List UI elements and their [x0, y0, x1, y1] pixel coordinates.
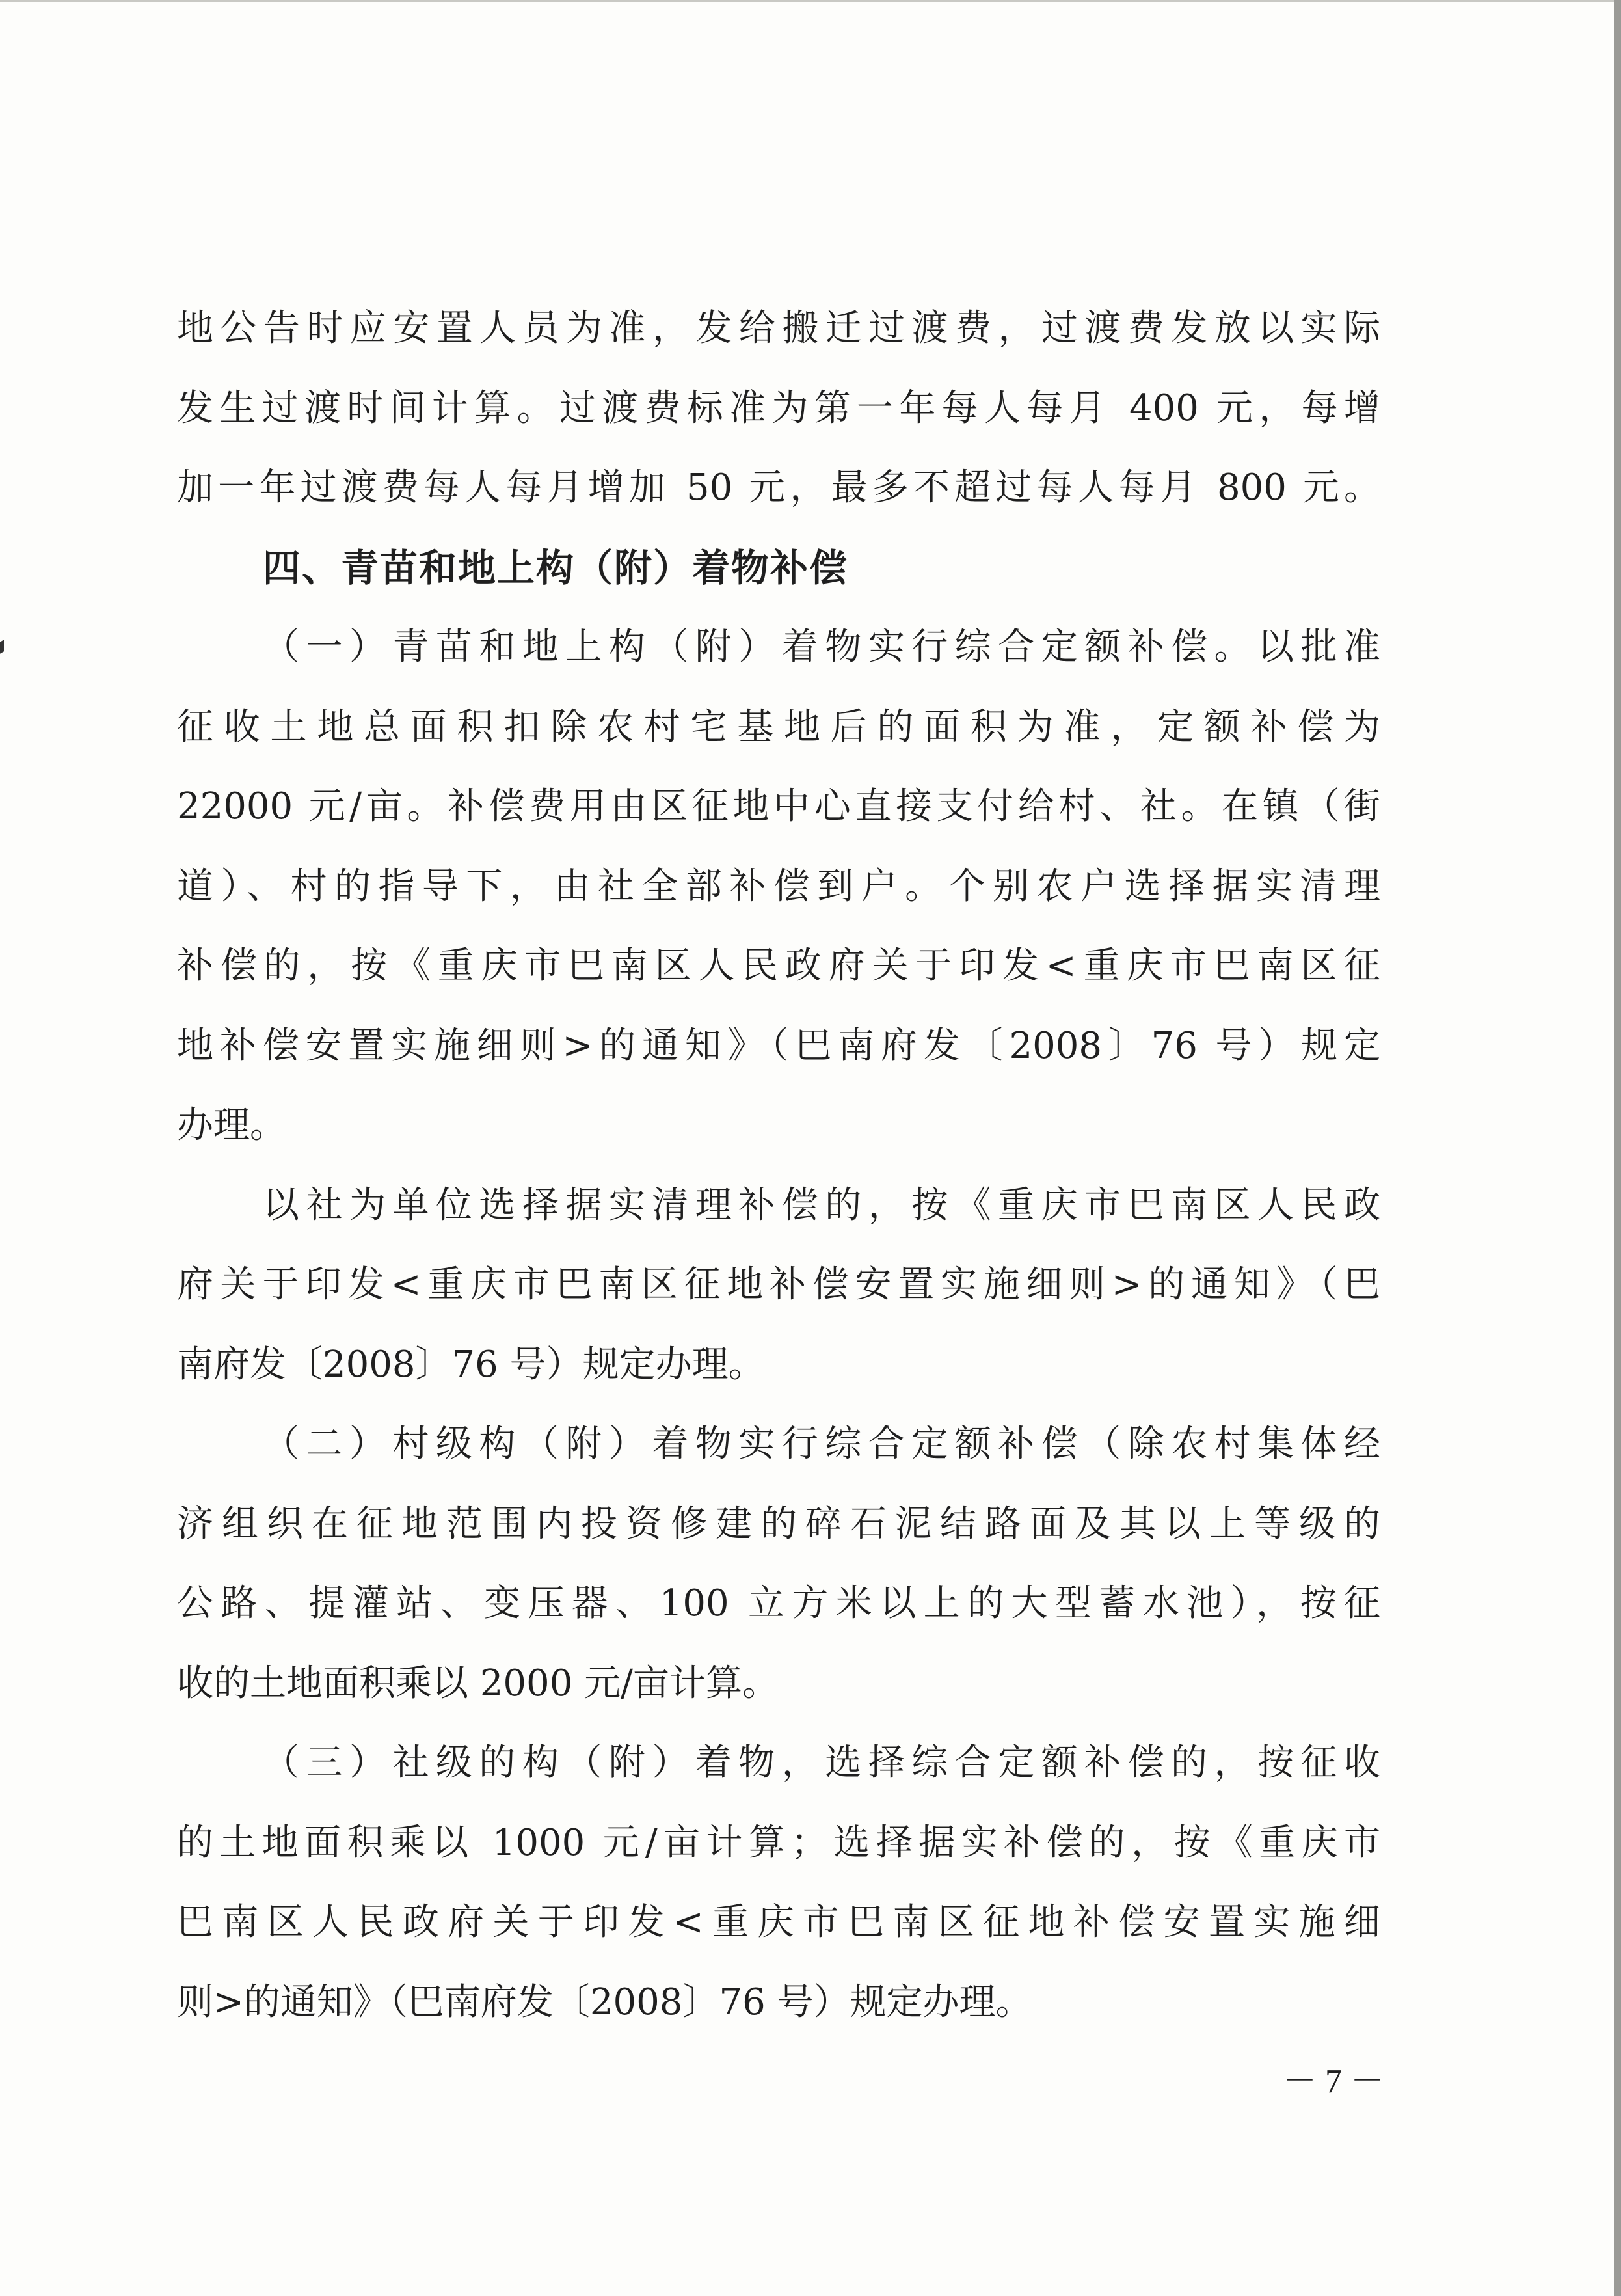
- body-line-15: （二）村级构（附）着物实行综合定额补偿（除农村集体经: [263, 1423, 1380, 1465]
- body-line-3: 加一年过渡费每人每月增加 50 元，最多不超过每人每月 800 元。: [177, 466, 1380, 509]
- body-line-18: 收的土地面积乘以 2000 元/亩计算。: [177, 1662, 779, 1705]
- body-line-5: （一）青苗和地上构（附）着物实行综合定额补偿。以批准: [263, 626, 1380, 668]
- body-line-13: 府关于印发<重庆市巴南区征地补偿安置实施细则>的通知》（巴: [177, 1263, 1380, 1306]
- body-line-17: 公路、提灌站、变压器、100 立方米以上的大型蓄水池），按征: [177, 1582, 1380, 1625]
- scan-mark: [0, 640, 4, 653]
- body-line-1: 地公告时应安置人员为准，发给搬迁过渡费，过渡费发放以实际: [177, 307, 1380, 349]
- section-heading: 四、青苗和地上构（附）着物补偿: [263, 546, 849, 590]
- body-line-10: 地补偿安置实施细则>的通知》（巴南府发〔2008〕76 号）规定: [177, 1025, 1380, 1067]
- body-line-19: （三）社级的构（附）着物，选择综合定额补偿的，按征收: [263, 1742, 1380, 1784]
- body-line-6: 征收土地总面积扣除农村宅基地后的面积为准，定额补偿为: [177, 706, 1380, 748]
- body-line-14: 南府发〔2008〕76 号）规定办理。: [177, 1344, 765, 1386]
- body-line-11: 办理。: [177, 1104, 286, 1146]
- body-line-16: 济组织在征地范围内投资修建的碎石泥结路面及其以上等级的: [177, 1503, 1380, 1545]
- body-line-22: 则>的通知》（巴南府发〔2008〕76 号）规定办理。: [177, 1981, 1032, 2023]
- page-number: － 7 －: [1282, 2063, 1384, 2100]
- body-line-9: 补偿的，按《重庆市巴南区人民政府关于印发<重庆市巴南区征: [177, 945, 1380, 987]
- body-line-21: 巴南区人民政府关于印发<重庆市巴南区征地补偿安置实施细: [177, 1901, 1380, 1943]
- body-line-20: 的土地面积乘以 1000 元/亩计算；选择据实补偿的，按《重庆市: [177, 1822, 1380, 1864]
- body-line-2: 发生过渡时间计算。过渡费标准为第一年每人每月 400 元，每增: [177, 387, 1380, 429]
- body-line-8: 道）、村的指导下，由社全部补偿到户。个别农户选择据实清理: [177, 865, 1380, 908]
- body-line-12: 以社为单位选择据实清理补偿的，按《重庆市巴南区人民政: [263, 1184, 1380, 1226]
- body-line-7: 22000 元/亩。补偿费用由区征地中心直接支付给村、社。在镇（街: [177, 785, 1380, 828]
